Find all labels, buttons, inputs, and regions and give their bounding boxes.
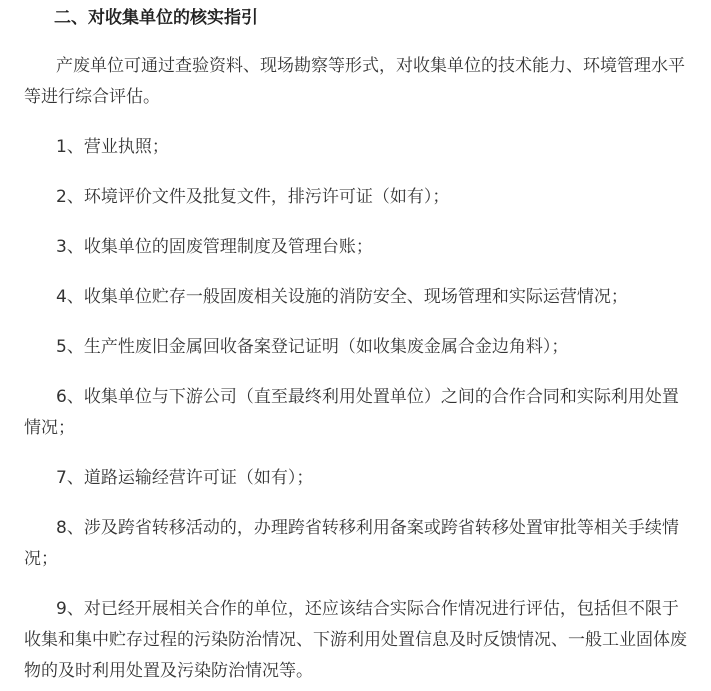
list-item-6: 6、收集单位与下游公司（直至最终利用处置单位）之间的合作合同和实际利用处置情况； (24, 387, 679, 438)
list-item-4: 4、收集单位贮存一般固废相关设施的消防安全、现场管理和实际运营情况； (56, 287, 628, 307)
section-heading: 二、对收集单位的核实指引 (54, 8, 258, 28)
list-item-5: 5、生产性废旧金属回收备案登记证明（如收集废金属合金边角料）； (56, 337, 569, 357)
list-item-3: 3、收集单位的固废管理制度及管理台账； (56, 237, 373, 257)
list-item-9: 9、对已经开展相关合作的单位，还应该结合实际合作情况进行评估，包括但不限于收集和集中贮存过程的污染防治情况、下游利用处置信息及时反馈情况、一般工业固体废物的及时利用处置及污染防治情况等。 (24, 599, 687, 681)
list-item-1: 1、营业执照； (56, 137, 169, 157)
intro-paragraph: 产废单位可通过查验资料、现场勘察等形式，对收集单位的技术能力、环境管理水平等进行综合评估。 (24, 56, 685, 107)
list-item-7: 7、道路运输经营许可证（如有）； (56, 468, 314, 488)
list-item-8: 8、涉及跨省转移活动的，办理跨省转移利用备案或跨省转移处置审批等相关手续情况； (24, 518, 679, 569)
list-item-2: 2、环境评价文件及批复文件，排污许可证（如有）； (56, 187, 450, 207)
